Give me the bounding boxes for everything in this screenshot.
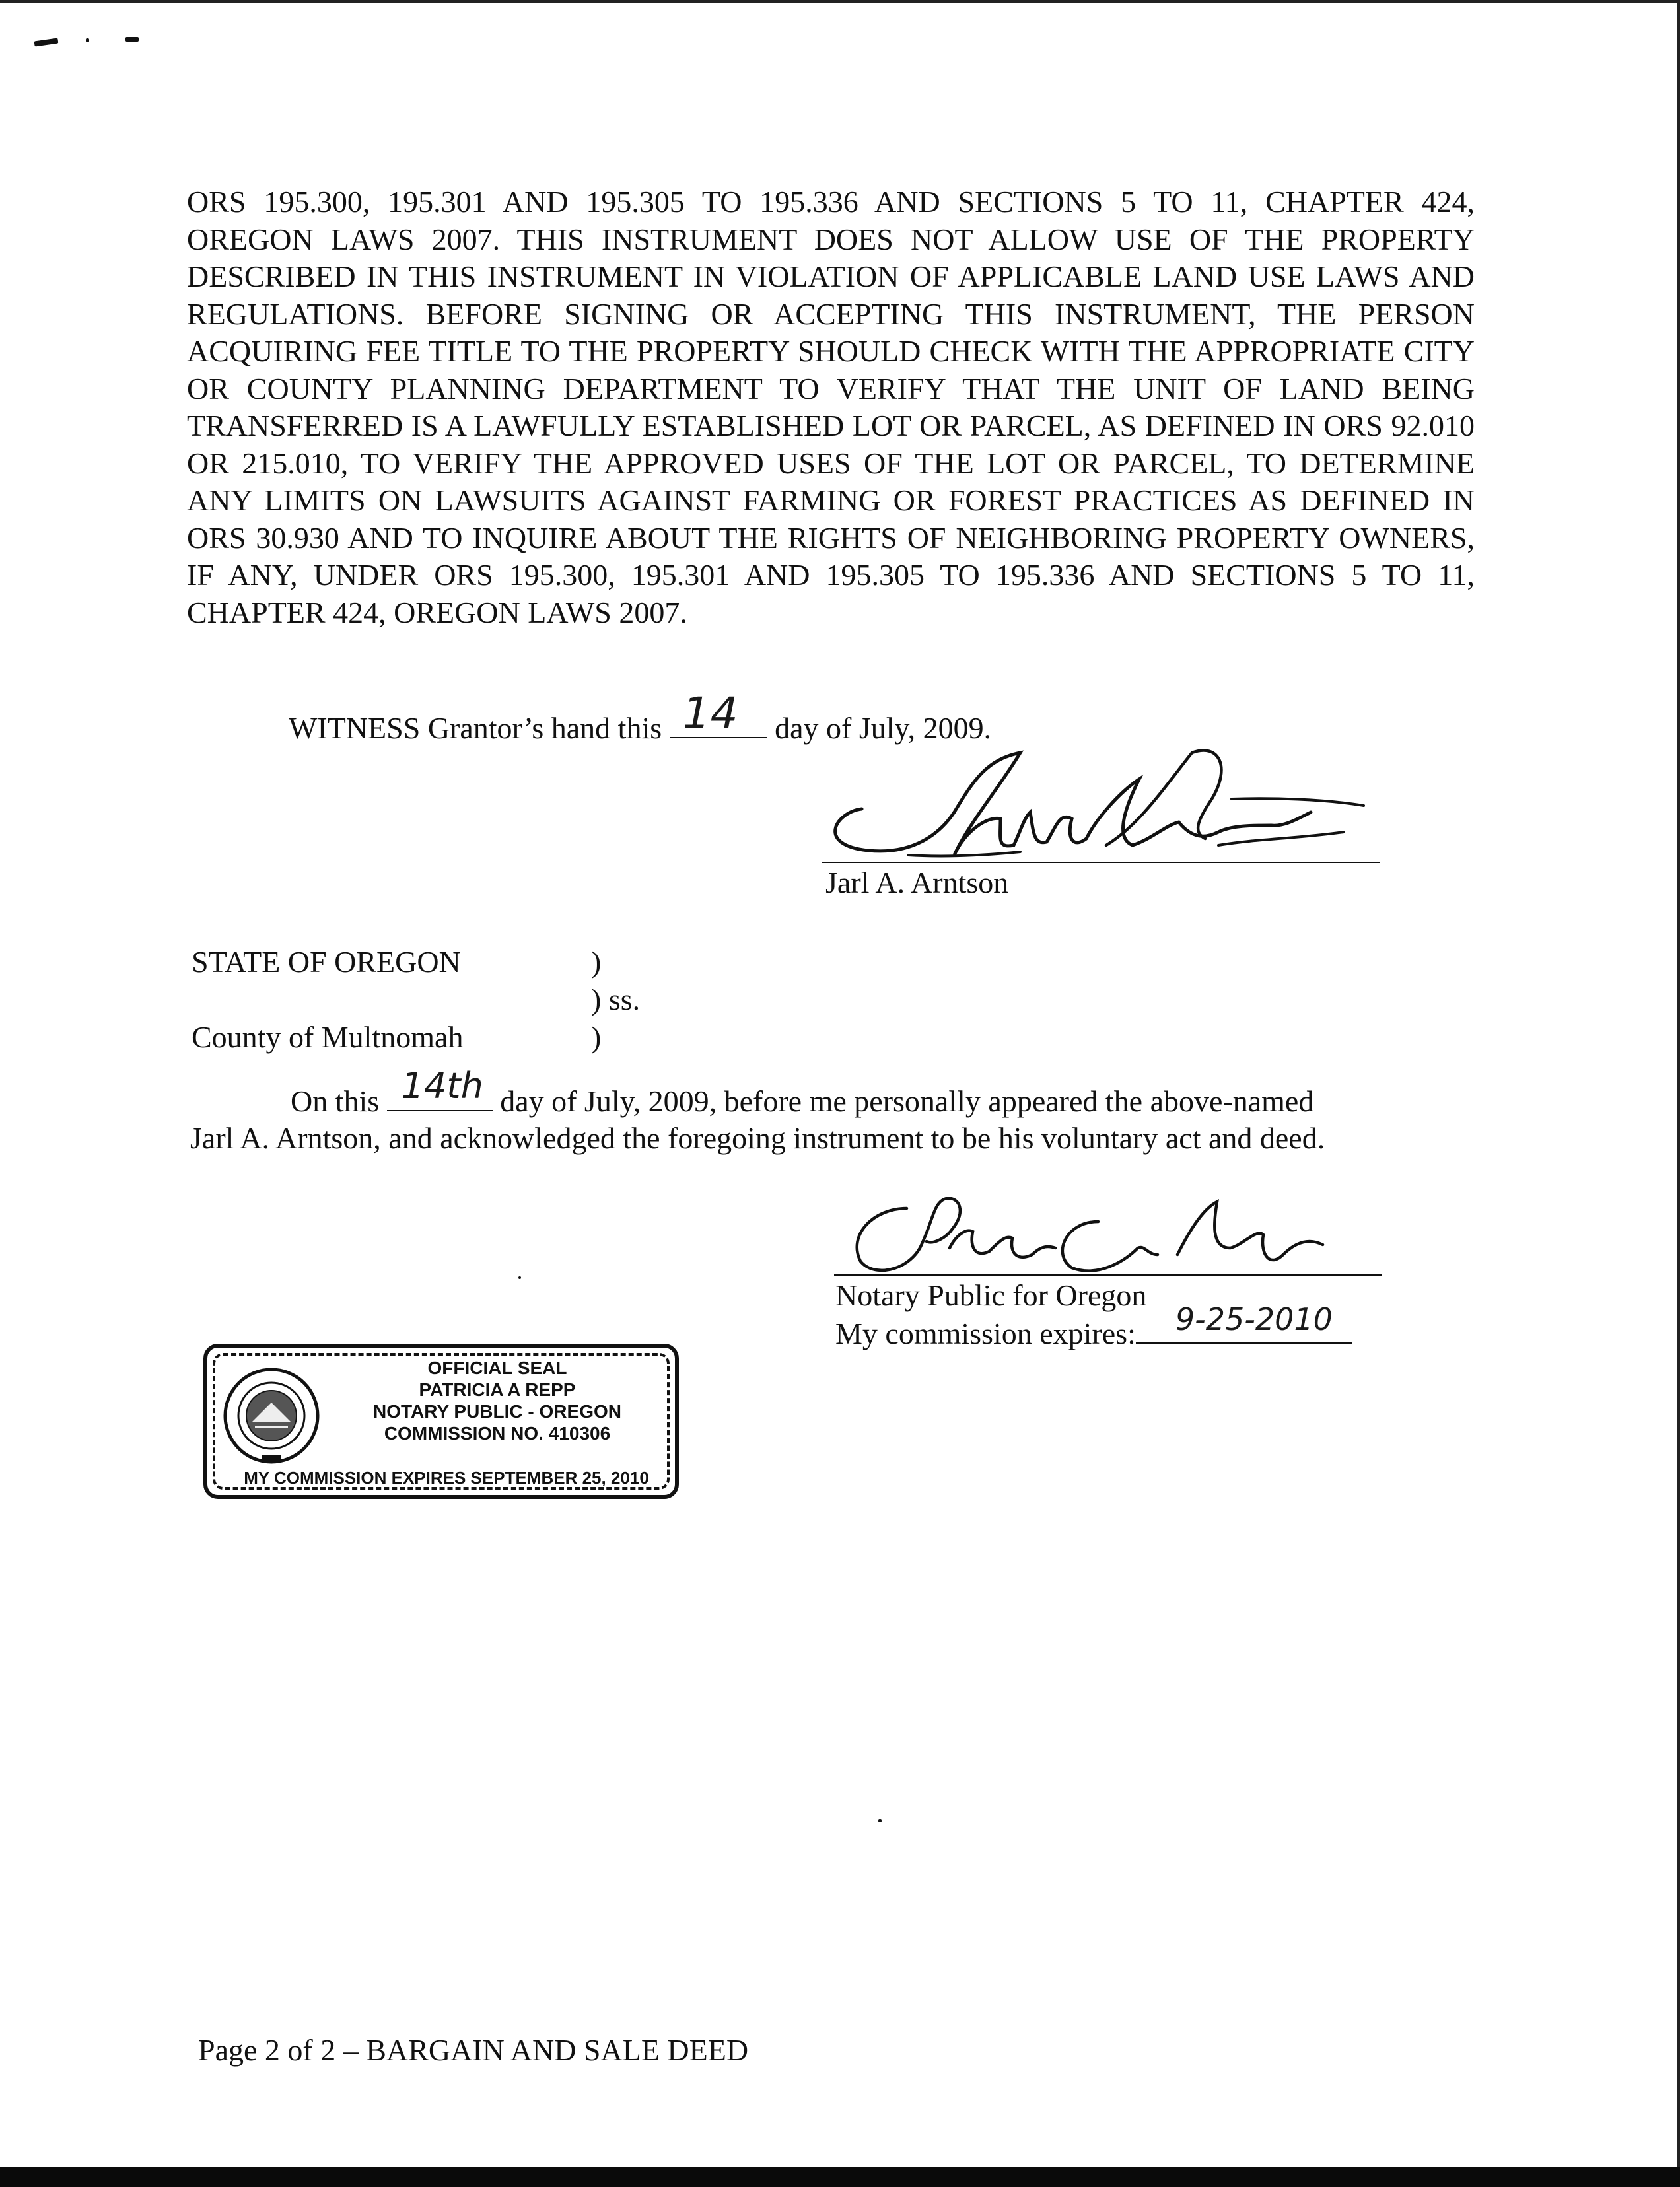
seal-line-4: COMMISSION NO. 410306 xyxy=(384,1423,611,1443)
notary-commission-label: My commission expires: xyxy=(835,1317,1136,1350)
grantor-signature-line xyxy=(822,862,1380,863)
state-seal-emblem-icon xyxy=(222,1366,321,1465)
witness-suffix: day of July, 2009. xyxy=(775,711,992,745)
scan-border-right xyxy=(1677,0,1680,2187)
witness-prefix: WITNESS Grantor’s hand this xyxy=(289,711,662,745)
seal-text xyxy=(326,1357,669,1444)
scan-speck xyxy=(518,1276,521,1279)
grantor-signature-scribble xyxy=(822,740,1380,872)
scan-speck xyxy=(86,38,89,42)
witness-day-handwritten: 14 xyxy=(682,688,738,739)
ack-day-handwritten: 14th xyxy=(401,1065,483,1107)
scan-speck xyxy=(878,1819,882,1822)
page-footer: Page 2 of 2 – BARGAIN AND SALE DEED xyxy=(198,2033,749,2067)
seal-line-1: OFFICIAL SEAL xyxy=(427,1358,567,1378)
acknowledgment-line-1 xyxy=(190,1065,1478,1120)
statute-disclaimer xyxy=(187,184,1475,631)
notary-signature-block xyxy=(834,1182,1382,1367)
venue-paren-3: ) xyxy=(591,1020,602,1054)
acknowledgment-line-2: Jarl A. Arntson, and acknowledged the foregoing instrument to be his voluntary act and deed. xyxy=(190,1121,1325,1155)
ack-day-blank xyxy=(387,1065,493,1111)
scan-border-top xyxy=(0,0,1680,3)
seal-line-2: PATRICIA A REPP xyxy=(419,1379,576,1400)
seal-line-3: NOTARY PUBLIC - OREGON xyxy=(373,1401,621,1422)
notary-commission-row xyxy=(835,1302,1352,1351)
scan-speck xyxy=(125,37,139,42)
notary-commission-handwritten: 9-25-2010 xyxy=(1175,1302,1333,1337)
witness-day-blank xyxy=(670,688,767,739)
notary-signature-line xyxy=(834,1274,1382,1276)
venue-paren-ss: ) ss. xyxy=(591,983,641,1016)
scan-speck xyxy=(34,38,59,47)
seal-commission-expiry: MY COMMISSION EXPIRES SEPTEMBER 25, 2010 xyxy=(244,1468,649,1488)
notary-signature-scribble xyxy=(834,1182,1382,1281)
grantor-signature-block xyxy=(822,740,1380,911)
notary-commission-blank xyxy=(1136,1302,1352,1344)
grantor-name: Jarl A. Arntson xyxy=(825,866,1009,899)
venue-county: County of Multnomah xyxy=(192,1020,464,1054)
acknowledgment xyxy=(190,1065,1478,1157)
venue-state: STATE OF OREGON xyxy=(192,945,461,979)
notary-official-seal xyxy=(203,1344,679,1499)
scan-border-bottom xyxy=(0,2167,1680,2187)
ack-line1-suffix: day of July, 2009, before me personally appeared the above-named xyxy=(500,1084,1314,1118)
statute-paragraph: ORS 195.300, 195.301 AND 195.305 TO 195.336 AND SECTIONS 5 TO 11, CHAPTER 424, OREGON LAWS 2007. THIS INSTRUMENT DOES NOT ALLOW USE OF THE PROPERTY DESCRIBED IN THIS INSTRUMENT IN VIOLATION OF APPLICABLE LAND USE LAWS AND REGULATIONS. BEFORE SIGNING OR ACCEPTING THIS INSTRUMENT, THE PERSON ACQUIRING FEE TITLE TO THE PROPERTY SHOULD CHECK WITH THE APPROPRIATE CITY OR COUNTY PLANNING DEPARTMENT TO VERIFY THAT THE UNIT OF LAND BEING TRANSFERRED IS A LAWFULLY ESTABLISHED LOT OR PARCEL, AS DEFINED IN ORS 92.010 OR 215.010, TO VERIFY THE APPROVED USES OF THE LOT OR PARCEL, TO DETERMINE ANY LIMITS ON LAWSUITS AGAINST FARMING OR FOREST PRACTICES AS DEFINED IN ORS 30.930 AND TO INQUIRE ABOUT THE RIGHTS OF NEIGHBORING PROPERTY OWNERS, IF ANY, UNDER ORS 195.300, 195.301 AND 195.305 TO 195.336 AND SECTIONS 5 TO 11, CHAPTER 424, OREGON LAWS 2007. xyxy=(187,185,1475,629)
notary-title: Notary Public for Oregon xyxy=(835,1278,1147,1312)
venue-caption xyxy=(192,941,720,1060)
venue-paren-1: ) xyxy=(591,945,602,979)
ack-prefix: On this xyxy=(291,1084,380,1118)
